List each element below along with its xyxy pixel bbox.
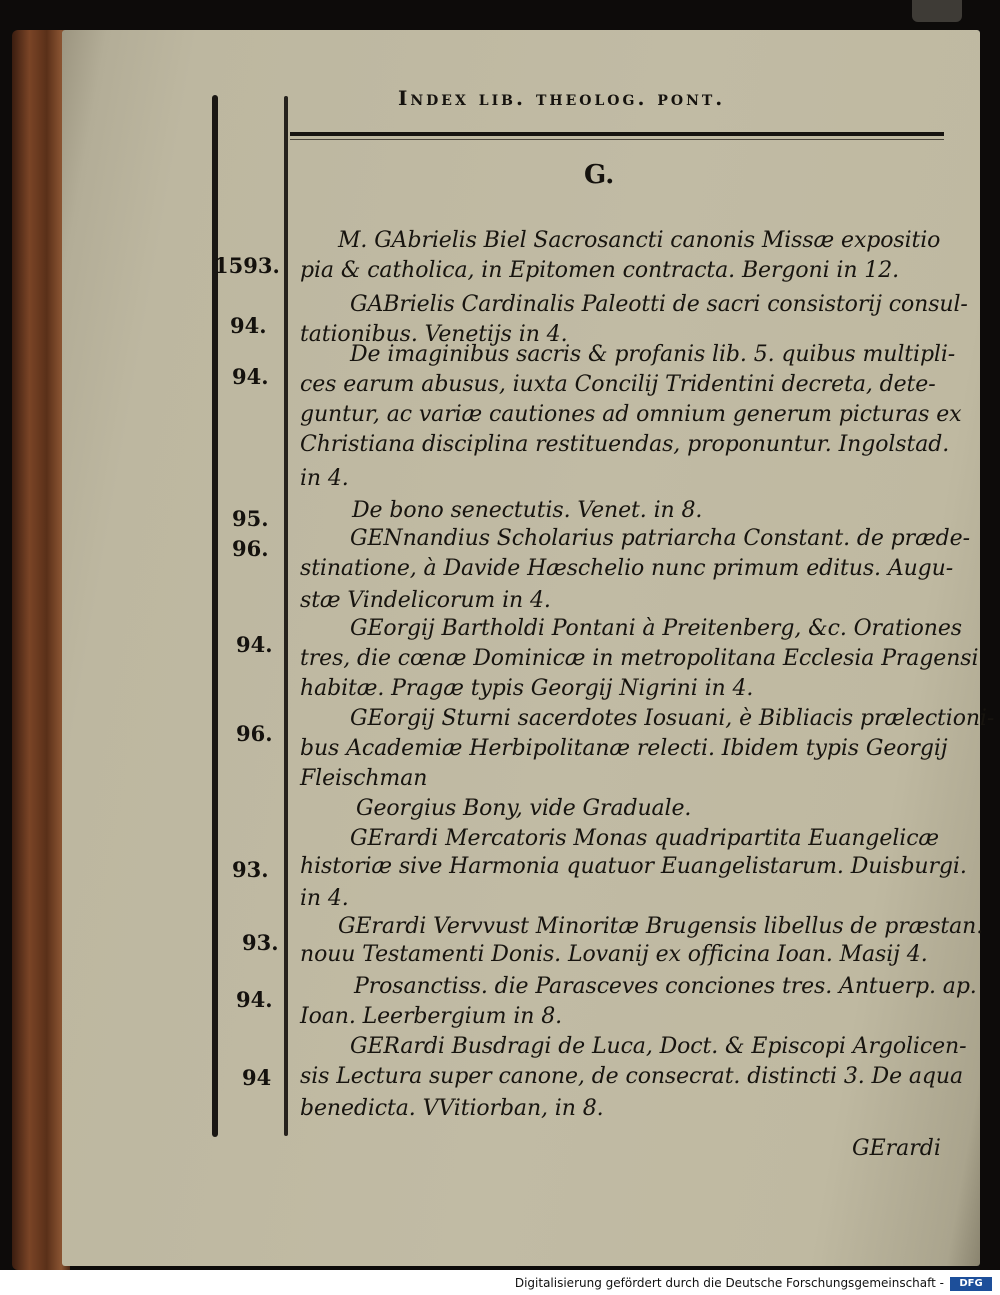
entry-line: Georgius Bony, vide Graduale. bbox=[356, 796, 692, 821]
entry-line: benedicta. VVitiorban, in 8. bbox=[300, 1096, 604, 1121]
entry-line: habitæ. Pragæ typis Georgij Nigrini in 4. bbox=[300, 676, 754, 701]
entry-line: GABrielis Cardinalis Paleotti de sacri consistorij consul- bbox=[350, 292, 968, 317]
section-letter: G. bbox=[584, 160, 615, 190]
header-rule-thin bbox=[290, 139, 944, 140]
entry-line: GENnandius Scholarius patriarcha Constant. de præde- bbox=[350, 526, 970, 551]
entry-line: in 4. bbox=[300, 886, 349, 911]
entry-line: GEorgij Bartholdi Pontani à Preitenberg, &c. Orationes bbox=[350, 616, 962, 641]
footer-bar bbox=[0, 1274, 1000, 1295]
footer-credit: Digitalisierung gefördert durch die Deutsche Forschungsgemeinschaft - bbox=[514, 1276, 944, 1290]
entry-line: bus Academiæ Herbipolitanæ relecti. Ibidem typis Georgij bbox=[300, 736, 948, 761]
entry-line: GERardi Busdragi de Luca, Doct. & Episcopi Argolicen- bbox=[350, 1034, 967, 1059]
entry-line: GEorgij Sturni sacerdotes Iosuani, è Bibliacis prælectioni- bbox=[350, 706, 995, 731]
margin-year: 96. bbox=[232, 536, 269, 561]
margin-year: 94. bbox=[230, 313, 267, 338]
catchword: GErardi bbox=[852, 1136, 941, 1161]
entry-line: historiæ sive Harmonia quatuor Euangelistarum. Duisburgi. bbox=[300, 854, 967, 879]
dfg-logo[interactable]: DFG bbox=[950, 1277, 992, 1291]
entry-line: De bono senectutis. Venet. in 8. bbox=[352, 498, 703, 523]
margin-year: 1593. bbox=[214, 253, 280, 278]
margin-year: 94 bbox=[242, 1065, 272, 1090]
margin-year: 93. bbox=[242, 930, 279, 955]
margin-rule bbox=[212, 95, 218, 1137]
entry-line: nouu Testamenti Donis. Lovanij ex officina Ioan. Masij 4. bbox=[300, 942, 928, 967]
entry-line: De imaginibus sacris & profanis lib. 5. quibus multipli- bbox=[350, 342, 956, 367]
margin-year: 94. bbox=[236, 632, 273, 657]
margin-year: 93. bbox=[232, 857, 269, 882]
running-header: Index lib. theolog. pont. bbox=[398, 86, 726, 110]
margin-year: 94. bbox=[232, 364, 269, 389]
text-rule bbox=[284, 96, 288, 1136]
margin-year: 96. bbox=[236, 721, 273, 746]
entry-line: GErardi Vervvust Minoritæ Brugensis libellus de præstan. bbox=[338, 914, 984, 939]
entry-line: tres, die cœnæ Dominicæ in metropolitana Ecclesia Pragensi bbox=[300, 646, 979, 671]
entry-line: ces earum abusus, iuxta Concilij Tridentini decreta, dete- bbox=[300, 372, 936, 397]
entry-line: Ioan. Leerbergium in 8. bbox=[300, 1004, 563, 1029]
entry-line: guntur, ac variæ cautiones ad omnium generum picturas ex bbox=[300, 402, 962, 427]
entry-line: GErardi Mercatoris Monas quadripartita Euangelicæ bbox=[350, 826, 939, 851]
margin-year: 95. bbox=[232, 506, 269, 531]
entry-line: stinatione, à Davide Hæschelio nunc primum editus. Augu- bbox=[300, 556, 954, 581]
entry-line: sis Lectura super canone, de consecrat. distincti 3. De aqua bbox=[300, 1064, 963, 1089]
header-rule bbox=[290, 132, 944, 136]
entry-line: stæ Vindelicorum in 4. bbox=[300, 588, 551, 613]
margin-year: 94. bbox=[236, 987, 273, 1012]
entry-line: tationibus. Venetijs in 4. bbox=[300, 322, 568, 347]
entry-line: M. GAbrielis Biel Sacrosancti canonis Missæ expositio bbox=[338, 228, 941, 253]
entry-line: in 4. bbox=[300, 466, 349, 491]
entry-line: pia & catholica, in Epitomen contracta. Bergoni in 12. bbox=[300, 258, 899, 283]
entry-line: Fleischman bbox=[300, 766, 428, 791]
book-clasp bbox=[912, 0, 962, 22]
entry-line: Christiana disciplina restituendas, proponuntur. Ingolstad. bbox=[300, 432, 950, 457]
entry-line: Prosanctiss. die Parasceves conciones tres. Antuerp. ap. bbox=[354, 974, 977, 999]
